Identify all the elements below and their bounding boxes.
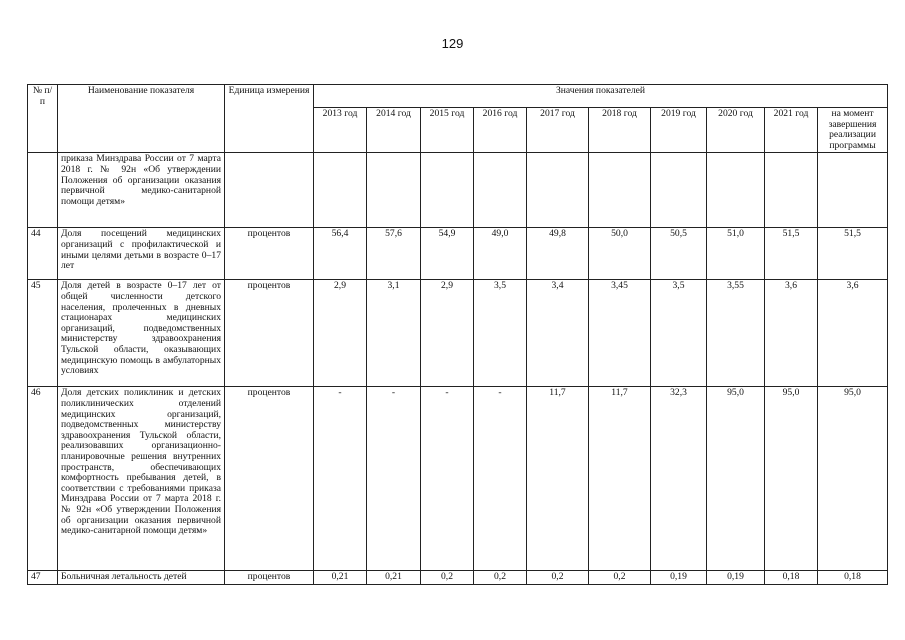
page-number: 129 [441,36,464,51]
value-cell: 51,5 [818,228,888,280]
value-cell: 2,9 [421,280,474,387]
header-year: 2013 год [314,108,367,153]
value-cell: 3,6 [765,280,818,387]
value-cell [367,153,421,228]
row-number [28,153,58,228]
value-cell: 0,21 [314,571,367,585]
value-cell: 0,18 [818,571,888,585]
value-cell: 0,2 [527,571,589,585]
value-cell [651,153,707,228]
value-cell: 50,5 [651,228,707,280]
value-cell [818,153,888,228]
value-cell: 3,5 [651,280,707,387]
value-cell: 0,18 [765,571,818,585]
value-cell: 32,3 [651,387,707,571]
value-cell: 0,2 [589,571,651,585]
header-row-1 [28,85,888,108]
unit-cell: процентов [225,571,314,585]
value-cell: - [314,387,367,571]
header-year: 2019 год [651,108,707,153]
header-year: 2014 год [367,108,421,153]
header-year: 2020 год [707,108,765,153]
value-cell: 2,9 [314,280,367,387]
header-year: 2017 год [527,108,589,153]
value-cell: 0,2 [474,571,527,585]
value-cell: 3,45 [589,280,651,387]
header-year: 2018 год [589,108,651,153]
value-cell [589,153,651,228]
value-cell: 51,0 [707,228,765,280]
header-unit: Единица измерения [225,85,314,153]
indicator-name: Доля посещений медицинских организаций с профилактической и иными целями детьми в возрасте 0–17 лет [58,228,225,280]
unit-cell: процентов [225,387,314,571]
table-row [28,153,888,228]
value-cell: 57,6 [367,228,421,280]
value-cell: - [474,387,527,571]
value-cell: 50,0 [589,228,651,280]
value-cell: 54,9 [421,228,474,280]
indicator-name: Доля детей в возрасте 0–17 лет от общей численности детского населения, пролеченных в дневных стационарах медицинских организаций, подведомственных министерству здравоохранения Тульской области, оказывающих медицинскую помощь в амбулаторных условиях [58,280,225,387]
value-cell: 11,7 [589,387,651,571]
unit-cell: процентов [225,228,314,280]
header-final: на момент завершения реализации программы [818,108,888,153]
header-values-group: Значения показателей [314,85,888,108]
indicators-table [27,84,888,585]
value-cell: 95,0 [818,387,888,571]
table-row [28,228,888,280]
value-cell [527,153,589,228]
value-cell: 11,7 [527,387,589,571]
value-cell: 3,5 [474,280,527,387]
header-num: № п/п [28,85,58,153]
table-row [28,280,888,387]
header-year: 2016 год [474,108,527,153]
value-cell [765,153,818,228]
value-cell: 3,1 [367,280,421,387]
value-cell: 0,21 [367,571,421,585]
value-cell: - [367,387,421,571]
value-cell: 51,5 [765,228,818,280]
header-name: Наименование показателя [58,85,225,153]
indicator-name: приказа Минздрава России от 7 марта 2018 г. № 92н «Об утверждении Положения об организации оказания первичной медико-санитарной помощи детям» [58,153,225,228]
value-cell: 3,4 [527,280,589,387]
indicator-name: Больничная летальность детей [58,571,225,585]
value-cell: - [421,387,474,571]
value-cell: 3,55 [707,280,765,387]
value-cell [314,153,367,228]
value-cell: 95,0 [707,387,765,571]
indicator-name: Доля детских поликлиник и детских поликлинических отделений медицинских организаций, подведомственных министерству здравоохранения Тульской области, реализовавших организационно-планировочные решения внутренних пространств, обеспечивающих комфортность пребывания детей, в соответствии с требованиями приказа Минздрава России от 7 марта 2018 г. № 92н «Об утверждении Положения об организации оказания первичной медико-санитарной помощи детям» [58,387,225,571]
row-number: 45 [28,280,58,387]
row-number: 47 [28,571,58,585]
value-cell: 56,4 [314,228,367,280]
value-cell: 95,0 [765,387,818,571]
value-cell: 0,19 [651,571,707,585]
value-cell: 0,2 [421,571,474,585]
value-cell: 49,8 [527,228,589,280]
value-cell [707,153,765,228]
header-year: 2015 год [421,108,474,153]
value-cell [474,153,527,228]
row-number: 44 [28,228,58,280]
value-cell: 49,0 [474,228,527,280]
unit-cell: процентов [225,280,314,387]
value-cell [421,153,474,228]
row-number: 46 [28,387,58,571]
value-cell: 0,19 [707,571,765,585]
table-row [28,571,888,585]
table-row [28,387,888,571]
unit-cell [225,153,314,228]
header-year: 2021 год [765,108,818,153]
value-cell: 3,6 [818,280,888,387]
